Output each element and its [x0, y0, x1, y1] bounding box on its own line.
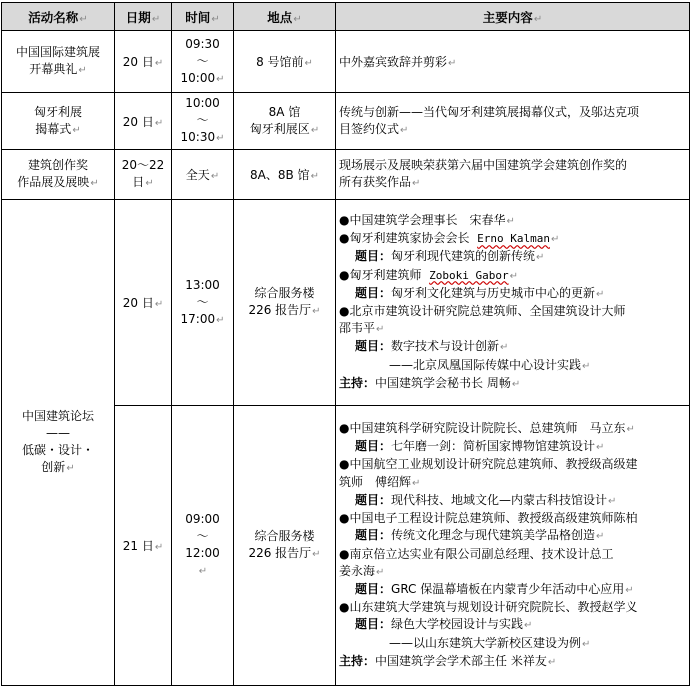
list-item: 题目：现代科技、地域文化—内蒙古科技馆设计↵	[355, 492, 617, 507]
list-item: 题目：数字技术与设计创新↵	[355, 339, 509, 354]
forum-name-cell: 中国建筑论坛 —— 低碳・设计・ 创新↵	[2, 200, 115, 686]
event-time-cell: 09:30 ～ 10:00↵	[172, 31, 234, 93]
list-item: 题目：匈牙利文化建筑与历史城市中心的更新↵	[355, 285, 605, 300]
header-time: 时间↵	[172, 3, 234, 31]
list-item: ●匈牙利建筑家协会会长 Erno Kalman↵	[339, 231, 560, 246]
header-name: 活动名称↵	[2, 3, 115, 31]
list-item: ●匈牙利建筑师 Zoboki Gabor↵	[339, 267, 518, 282]
list-item: ●北京市建筑设计研究院总建筑师、全国建筑设计大师	[339, 304, 626, 318]
list-item: ●中国建筑学会理事长 宋春华↵	[339, 212, 515, 227]
event-place-cell: 8A、8B 馆↵	[234, 150, 336, 200]
list-item: ●山东建筑大学建筑与规划设计研究院院长、教授赵学义	[339, 600, 638, 615]
list-item: ●南京倍立达实业有限公司副总经理、技术设计总工	[339, 546, 614, 561]
forum-day2-place: 综合服务楼 226 报告厅↵	[234, 406, 336, 686]
event-name-cell: 建筑创作奖 作品展及展映↵	[2, 150, 115, 200]
list-item: ——以山东建筑大学新校区建设为例↵	[389, 635, 591, 650]
list-item: ●中国电子工程设计院总建筑师、教授级高级建筑师陈柏	[339, 511, 638, 526]
event-time-cell: 全天↵	[172, 150, 234, 200]
table-row-forum-day1	[2, 200, 690, 406]
forum-day1-content	[336, 200, 690, 406]
list-item: 姜永海↵	[339, 563, 385, 578]
list-item: ●中国航空工业规划设计研究院总建筑师、教授级高级建	[339, 457, 638, 472]
event-name-cell: 匈牙利展 揭幕式↵	[2, 93, 115, 150]
event-date-cell: 20 日↵	[115, 31, 172, 93]
table-header-row	[2, 3, 690, 31]
event-content-cell: 传统与创新——当代匈牙利建筑展揭幕仪式，及邬达克项 目签约仪式↵	[336, 93, 690, 150]
event-date-cell: 20～22 日↵	[115, 150, 172, 200]
table-row	[2, 93, 690, 150]
list-item: 主持：中国建筑学会秘书长 周畅↵	[339, 375, 521, 390]
forum-day1-place: 综合服务楼 226 报告厅↵	[234, 200, 336, 406]
event-time-cell: 10:00 ～ 10:30↵	[172, 93, 234, 150]
list-item: 筑师 傅绍辉↵	[339, 474, 421, 489]
forum-day1-time: 13:00 ～ 17:00↵	[172, 200, 234, 406]
header-date: 日期↵	[115, 3, 172, 31]
forum-day2-content	[336, 406, 690, 686]
header-place: 地点↵	[234, 3, 336, 31]
list-item: 题目：匈牙利现代建筑的创新传统↵	[355, 249, 545, 264]
event-place-cell: 8A 馆 匈牙利展区↵	[234, 93, 336, 150]
table-row	[2, 31, 690, 93]
list-item: ●中国建筑科学研究院设计院院长、总建筑师 马立东↵	[339, 421, 635, 436]
forum-day2-time: 09:00 ～ 12:00 ↵	[172, 406, 234, 686]
event-content-cell: 中外嘉宾致辞并剪彩↵	[336, 31, 690, 93]
event-name-cell: 中国国际建筑展 开幕典礼↵	[2, 31, 115, 93]
event-date-cell: 20 日↵	[115, 93, 172, 150]
events-table	[1, 2, 690, 686]
forum-day1-date: 20 日↵	[115, 200, 172, 406]
event-content-cell: 现场展示及展映荣获第六届中国建筑学会建筑创作奖的 所有获奖作品↵	[336, 150, 690, 200]
list-item: ——北京凤凰国际传媒中心设计实践↵	[389, 357, 591, 372]
list-item: 题目：绿色大学校园设计与实践↵	[355, 617, 533, 632]
header-content: 主要内容↵	[336, 3, 690, 31]
list-item: 题目：七年磨一剑：简析国家博物馆建筑设计↵	[355, 439, 605, 454]
list-item: 邵韦平↵	[339, 321, 385, 336]
list-item: 题目：GRC 保温幕墙板在内蒙青少年活动中心应用↵	[355, 581, 634, 596]
list-item: 主持：中国建筑学会学术部主任 米祥友↵	[339, 653, 557, 668]
list-item: 题目：传统文化理念与现代建筑美学品格创造↵	[355, 528, 605, 543]
forum-day2-date: 21 日↵	[115, 406, 172, 686]
event-place-cell: 8 号馆前↵	[234, 31, 336, 93]
table-row	[2, 150, 690, 200]
